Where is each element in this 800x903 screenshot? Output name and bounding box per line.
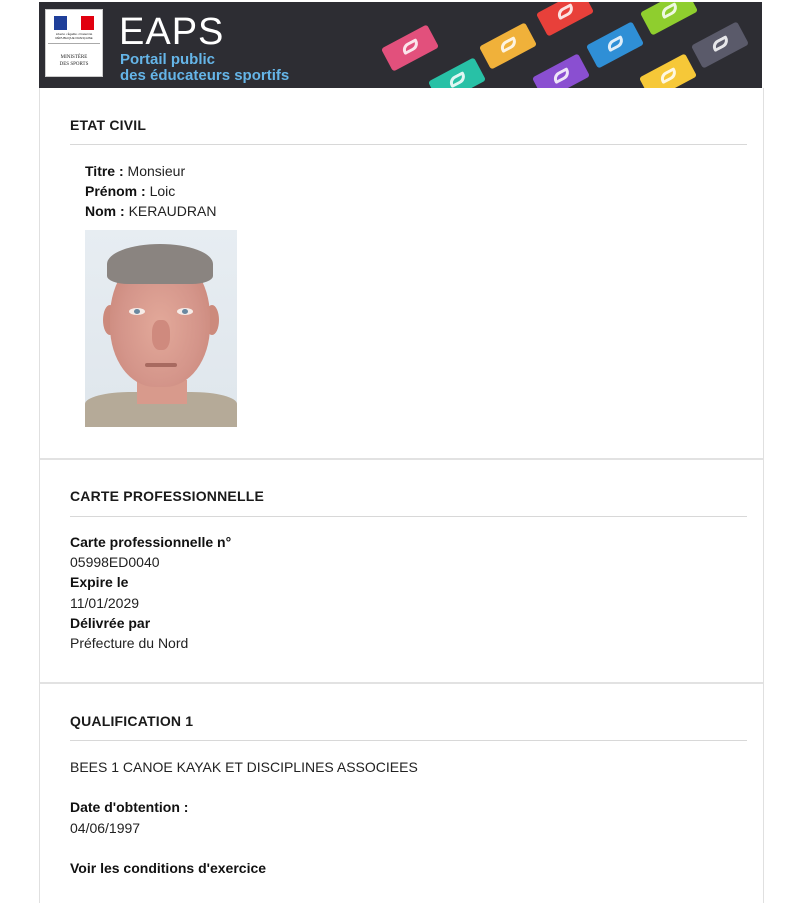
divider (70, 144, 747, 145)
titre-value: Monsieur (127, 163, 186, 179)
ministry-logo (45, 9, 103, 77)
carte-professionnelle-card (39, 460, 764, 684)
sport-tile-icon (586, 21, 644, 68)
logo-motto: Liberté • Égalité • Fraternité RÉPUBLIQUE FRANÇAISE (55, 32, 93, 40)
carte-numero-label: Carte professionnelle n° (70, 534, 232, 550)
prenom-value: Loic (149, 183, 176, 199)
delivree-value: Préfecture du Nord (70, 635, 189, 651)
sport-tile-icon (532, 53, 590, 88)
header-banner (39, 2, 762, 88)
nom-value: KERAUDRAN (128, 203, 217, 219)
titre-row (85, 162, 185, 180)
prenom-row (85, 182, 175, 200)
conditions-exercice-link[interactable]: Voir les conditions d'exercice (70, 860, 267, 876)
date-obtention-value: 04/06/1997 (70, 820, 141, 836)
ministry-name: MINISTÈRE DES SPORTS (59, 55, 89, 67)
sport-tile-icon (639, 53, 697, 88)
prenom-label: Prénom : (85, 183, 146, 199)
french-flag-icon (54, 16, 94, 30)
date-obtention-label: Date d'obtention : (70, 799, 189, 815)
portrait-photo (85, 230, 237, 427)
sport-tile-icon (479, 22, 537, 69)
section-title-carte: CARTE PROFESSIONNELLE (70, 488, 264, 504)
nom-row (85, 202, 216, 220)
sport-tile-icon (381, 24, 439, 71)
qualification-card (39, 684, 764, 903)
titre-label: Titre : (85, 163, 124, 179)
sport-tile-icon (428, 57, 486, 88)
site-subtitle: Portail public des éducateurs sportifs (120, 51, 290, 84)
divider (70, 516, 747, 517)
etat-civil-card (39, 88, 764, 460)
divider (70, 740, 747, 741)
expire-value: 11/01/2029 (70, 595, 140, 611)
nom-label: Nom : (85, 203, 125, 219)
site-title: EAPS (119, 11, 225, 53)
expire-label: Expire le (70, 574, 129, 590)
delivree-label: Délivrée par (70, 615, 151, 631)
carte-numero-value: 05998ED0040 (70, 554, 160, 570)
logo-divider (48, 43, 100, 44)
sport-tile-icon (691, 21, 749, 68)
sport-tile-icon (536, 2, 594, 37)
section-title-etat-civil: ETAT CIVIL (70, 117, 147, 133)
section-title-qualification: QUALIFICATION 1 (70, 713, 194, 729)
diploma-name: BEES 1 CANOE KAYAK ET DISCIPLINES ASSOCIEES (70, 759, 418, 775)
sport-tile-icon (640, 2, 698, 36)
